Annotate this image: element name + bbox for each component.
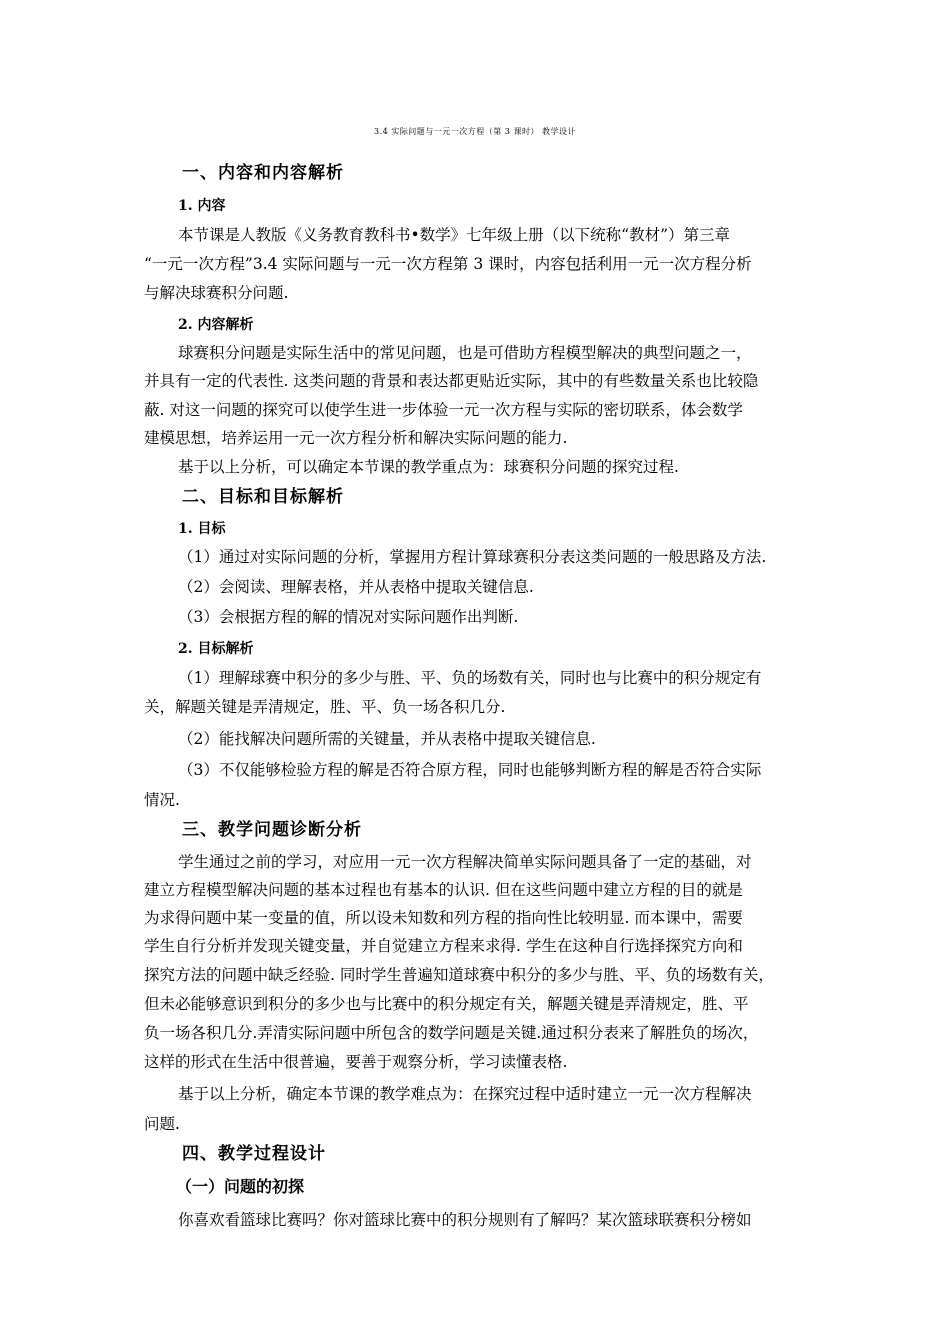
subsection-heading-goal-analysis: 2. 目标解析 [178,641,254,657]
paragraph-line: 球赛积分问题是实际生活中的常见问题，也是可借助方程模型解决的典型问题之一， [178,344,752,362]
paragraph-line: （2）能找解决问题所需的关键量，并从表格中提取关键信息. [178,730,596,748]
paragraph-line: 蔽. 对这一问题的探究可以使学生进一步体验一元一次方程与实际的密切联系，体会数学 [144,401,743,419]
paragraph-line: 基于以上分析，可以确定本节课的教学重点为：球赛积分问题的探究过程. [178,458,679,476]
subsection-heading-initial-exploration: （一）问题的初探 [176,1177,305,1196]
paragraph-line: 但未必能够意识到积分的多少也与比赛中的积分规定有关，解题关键是弄清规定，胜、平 [144,995,749,1013]
paragraph-line: 你喜欢看篮球比赛吗？你对篮球比赛中的积分规则有了解吗？某次篮球联赛积分榜如 [178,1211,752,1229]
subsection-heading-content-analysis: 2. 内容解析 [178,317,254,333]
paragraph-line: 为求得问题中某一变量的值，所以设未知数和列方程的指向性比较明显. 而本课中，需要 [144,909,743,927]
paragraph-line: 探究方法的问题中缺乏经验. 同时学生普遍知道球赛中积分的多少与胜、平、负的场数有关， [144,966,774,984]
paragraph-line: 学生通过之前的学习，对应用一元一次方程解决简单实际问题具备了一定的基础，对 [178,853,752,871]
subsection-heading-content: 1. 内容 [178,198,226,214]
paragraph-line: 并具有一定的代表性. 这类问题的背景和表达都更贴近实际，其中的有些数量关系也比较隐 [144,372,759,390]
paragraph-line: 这样的形式在生活中很普遍，要善于观察分析，学习读懂表格. [144,1053,568,1071]
paragraph-line: 关，解题关键是弄清规定，胜、平、负一场各积几分. [144,698,506,716]
paragraph-line: 学生自行分析并发现关键变量，并自觉建立方程来求得. 学生在这种自行选择探究方向和 [144,937,743,955]
paragraph-line: 负一场各积几分.弄清实际问题中所包含的数学问题是关键.通过积分表来了解胜负的场次， [144,1024,759,1042]
paragraph-line: “一元一次方程”3.4 实际问题与一元一次方程第 3 课时，内容包括利用一元一次方程分析 [144,255,752,273]
paragraph-line: 问题. [144,1115,180,1133]
section-heading-1: 一、内容和内容解析 [182,163,344,183]
paragraph-line: 建模思想，培养运用一元一次方程分析和解决实际问题的能力. [144,429,568,447]
section-heading-4: 四、教学过程设计 [182,1144,326,1164]
document-title: 3.4 实际问题与一元一次方程（第 3 课时） 教学设计 [374,127,576,136]
paragraph-line: 建立方程模型解决问题的基本过程也有基本的认识. 但在这些问题中建立方程的目的就是 [144,881,743,899]
subsection-heading-goals: 1. 目标 [178,521,226,537]
section-heading-2: 二、目标和目标解析 [182,487,344,507]
goal-item: （1）通过对实际问题的分析，掌握用方程计算球赛积分表这类问题的一般思路及方法. [178,548,767,566]
paragraph-line: （1）理解球赛中积分的多少与胜、平、负的场数有关，同时也与比赛中的积分规定有 [178,669,762,687]
paragraph-line: 与解决球赛积分问题. [144,284,289,302]
paragraph-line: 基于以上分析，确定本节课的教学难点为：在探究过程中适时建立一元一次方程解决 [178,1085,752,1103]
section-heading-3: 三、教学问题诊断分析 [182,820,362,840]
goal-item: （2）会阅读、理解表格，并从表格中提取关键信息. [178,578,534,596]
paragraph-line: （3）不仅能够检验方程的解是否符合原方程，同时也能够判断方程的解是否符合实际 [178,761,762,779]
paragraph-line: 本节课是人教版《义务教育教科书•数学》七年级上册（以下统称“教材”）第三章 [178,226,730,244]
paragraph-line: 情况. [144,791,180,809]
goal-item: （3）会根据方程的解的情况对实际问题作出判断. [178,608,519,626]
